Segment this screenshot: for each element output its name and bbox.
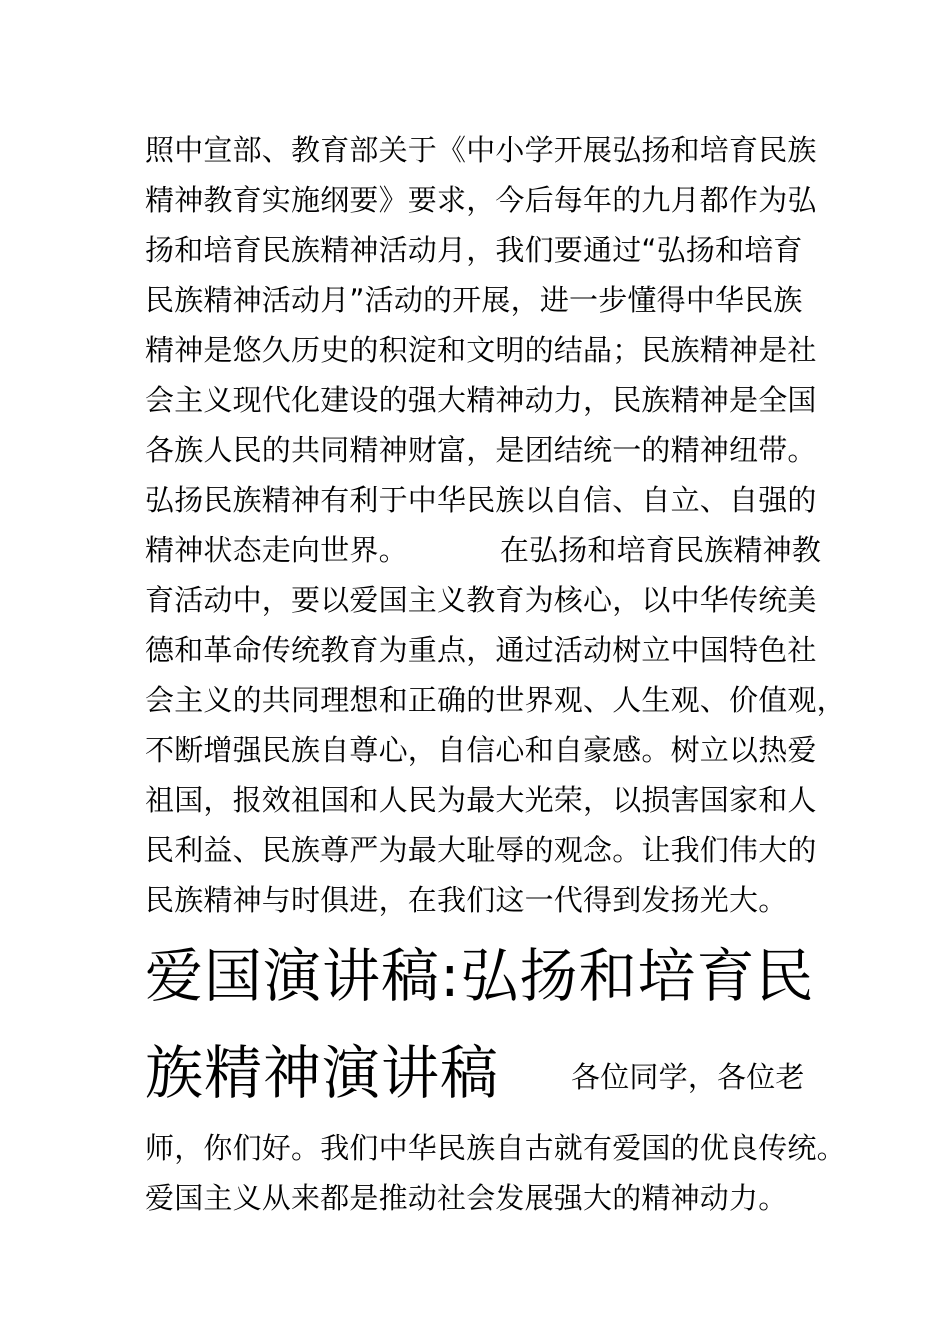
body-line: 师，你们好。我们中华民族自古就有爱国的优良传统。 xyxy=(145,1131,846,1165)
body-line: 会主义的共同理想和正确的世界观、人生观、价值观， xyxy=(145,683,846,717)
body-line-segment: 在弘扬和培育民族精神教 xyxy=(499,533,822,567)
body-line: 育活动中，要以爱国主义教育为核心，以中华传统美 xyxy=(145,583,817,617)
body-line-segment: 精神状态走向世界。 xyxy=(145,533,408,567)
body-line: 照中宣部、教育部关于《中小学开展弘扬和培育民族 xyxy=(145,133,817,167)
body-line-with-gap xyxy=(145,531,821,569)
body-line: 民族精神活动月”活动的开展，进一步懂得中华民族 xyxy=(145,283,803,317)
greeting-text: 各位同学，各位老 xyxy=(571,1060,805,1094)
section-title: 爱国演讲稿:弘扬和培育民 xyxy=(145,942,815,1010)
body-line: 会主义现代化建设的强大精神动力，民族精神是全国 xyxy=(145,383,817,417)
body-line: 民族精神与时俱进，在我们这一代得到发扬光大。 xyxy=(145,883,788,917)
section-title-continued xyxy=(145,1038,805,1112)
body-line: 祖国，报效祖国和人民为最大光荣，以损害国家和人 xyxy=(145,783,817,817)
body-line: 弘扬民族精神有利于中华民族以自信、自立、自强的 xyxy=(145,483,817,517)
body-line: 精神是悠久历史的积淀和文明的结晶；民族精神是社 xyxy=(145,333,817,367)
body-line: 德和革命传统教育为重点，通过活动树立中国特色社 xyxy=(145,633,817,667)
body-line: 民利益、民族尊严为最大耻辱的观念。让我们伟大的 xyxy=(145,833,817,867)
body-line: 各族人民的共同精神财富，是团结统一的精神纽带。 xyxy=(145,433,817,467)
body-line: 扬和培育民族精神活动月，我们要通过“弘扬和培育 xyxy=(145,233,803,267)
section-title-segment: 族精神演讲稿 xyxy=(145,1039,500,1107)
body-line: 爱国主义从来都是推动社会发展强大的精神动力。 xyxy=(145,1181,788,1215)
body-line: 精神教育实施纲要》要求，今后每年的九月都作为弘 xyxy=(145,183,817,217)
body-line: 不断增强民族自尊心，自信心和自豪感。树立以热爱 xyxy=(145,733,817,767)
